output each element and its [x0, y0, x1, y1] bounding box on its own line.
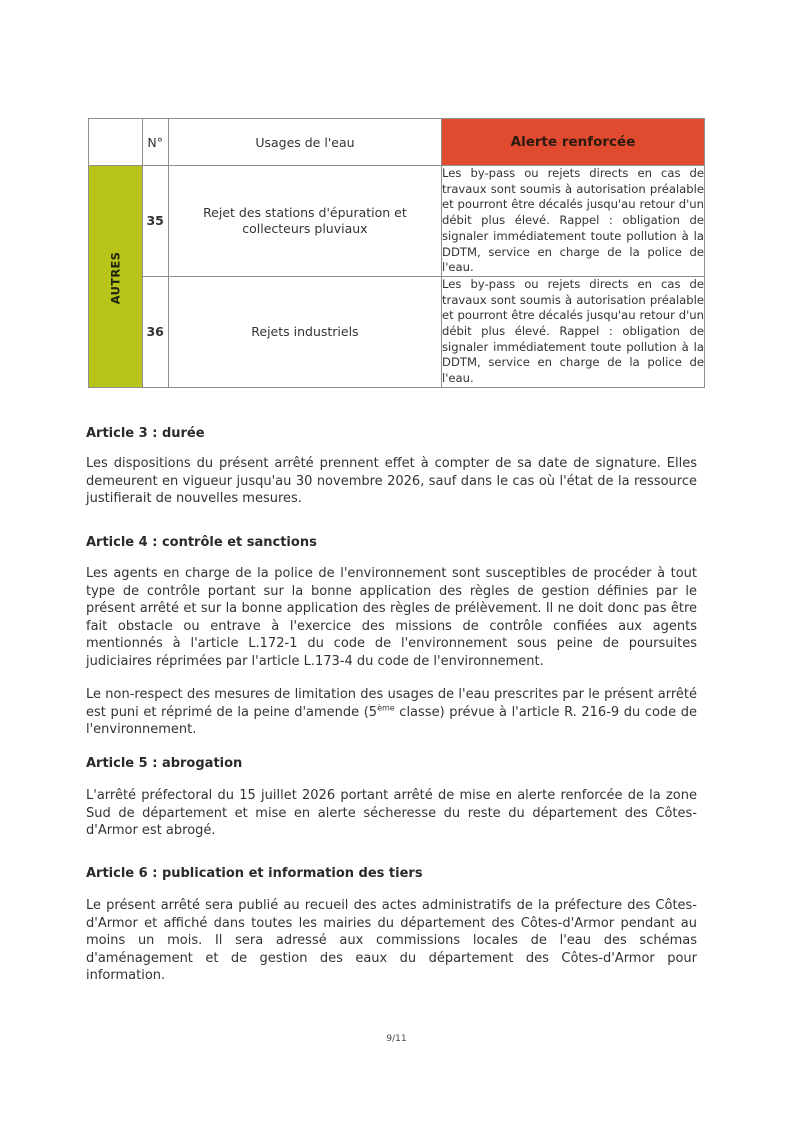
header-usage: Usages de l'eau — [168, 119, 441, 166]
article-4-p2-start: Le non-respect des mesures de limitation des usages de l'eau prescrites par le présent arrêté est puni et réprimé de la peine d'amende (5 — [86, 687, 697, 720]
header-category-cell — [89, 119, 143, 166]
header-number: N° — [142, 119, 168, 166]
article-5-title: Article 5 : abrogation — [86, 756, 243, 771]
table-row — [89, 166, 705, 277]
row-number: 35 — [142, 166, 168, 277]
article-5-paragraph: L'arrêté préfectoral du 15 juillet 2026 portant arrêté de mise en alerte renforcée de la zone Sud de département et mise en alerte sécheresse du reste du département des Côtes-d'Armor est abrogé. — [86, 788, 697, 838]
table-row — [89, 276, 705, 387]
category-label: AUTRES — [108, 251, 123, 305]
article-4-paragraph-2 — [86, 686, 697, 739]
category-cell — [89, 166, 143, 388]
row-number: 36 — [142, 276, 168, 387]
article-3 — [86, 426, 697, 508]
article-4-title: Article 4 : contrôle et sanctions — [86, 535, 317, 550]
article-6-paragraph: Le présent arrêté sera publié au recueil des actes administratifs de la préfecture des Côtes-d'Armor et affiché dans toutes les mairies du département des Côtes-d'Armor pendant au moins un mois. Il sera adressé aux commissions locales de l'eau des schémas d'aménagement et de gestion des eaux du département des Côtes-d'Armor pour information. — [86, 898, 697, 983]
article-6 — [86, 866, 697, 985]
water-usage-table — [88, 118, 705, 388]
row-measure: Les by-pass ou rejets directs en cas de travaux sont soumis à autorisation préalable et pourront être décalés jusqu'au retour d'un débit plus élevé. Rappel : obligation de signaler immédiatement toute pollution à la DDTM, service en charge de la police de l'eau. — [442, 166, 705, 277]
article-3-title: Article 3 : durée — [86, 426, 205, 441]
article-5 — [86, 756, 697, 840]
row-usage: Rejets industriels — [168, 276, 441, 387]
article-4 — [86, 535, 697, 739]
ordinal-suffix: ème — [377, 703, 395, 713]
header-alert-level: Alerte renforcée — [442, 119, 705, 166]
article-3-paragraph: Les dispositions du présent arrêté prennent effet à compter de sa date de signature. Elles demeurent en vigueur jusqu'au 30 novembre 2026, sauf dans le cas où l'état de la ressource justifierait de nouvelles mesures. — [86, 456, 697, 506]
article-4-p2-end: classe) prévue à l'article R. 216-9 du code de l'environnement. — [86, 704, 697, 737]
table-header-row — [89, 119, 705, 166]
row-usage: Rejet des stations d'épuration et collecteurs pluviaux — [168, 166, 441, 277]
article-4-paragraph-1: Les agents en charge de la police de l'environnement sont susceptibles de procéder à tout type de contrôle portant sur la bonne application des règles de gestion définies par le présent arrêté et sur la bonne application des règles de prélèvement. Il ne doit donc pas être fait obstacle ou entrave à l'exercice des missions de contrôle confiées aux agents mentionnés à l'article L.172-1 du code de l'environnement sous peine de poursuites judiciaires réprimées par l'article L.173-4 du code de l'environnement. — [86, 566, 697, 669]
row-measure: Les by-pass ou rejets directs en cas de travaux sont soumis à autorisation préalable et pourront être décalés jusqu'au retour d'un débit plus élevé. Rappel : obligation de signaler immédiatement toute pollution à la DDTM, service en charge de la police de l'eau. — [442, 276, 705, 387]
page-number: 9/11 — [386, 1034, 407, 1044]
article-6-title: Article 6 : publication et information des tiers — [86, 866, 423, 881]
